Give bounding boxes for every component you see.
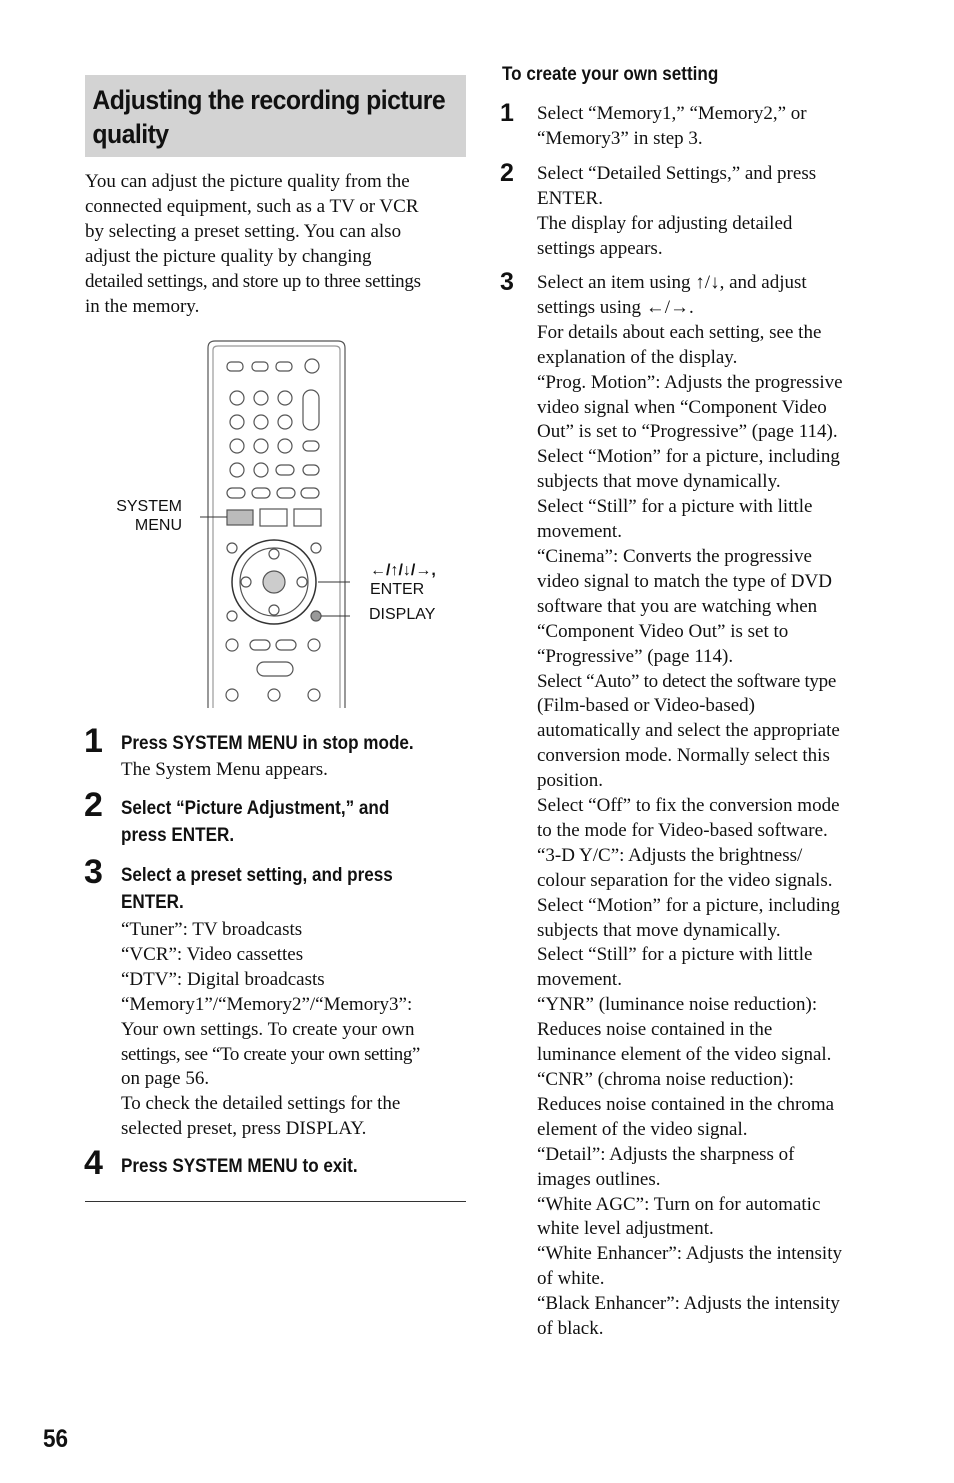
system-menu-callout [110, 497, 182, 535]
own-step-line: “CNR” (chroma noise reduction): [537, 1069, 794, 1090]
step-title-line: Press SYSTEM MENU to exit. [121, 1156, 358, 1177]
step-body-line: To check the detailed settings for the [121, 1093, 401, 1115]
section-end-rule [85, 1201, 466, 1202]
step-body-line: “DTV”: Digital broadcasts [121, 968, 325, 990]
step-title-line: Select a preset setting, and press [121, 865, 393, 886]
own-step-line: element of the video signal. [537, 1118, 748, 1140]
step-body [121, 758, 328, 783]
own-step-line: position. [537, 770, 603, 792]
own-step-line: “Component Video Out” is set to [537, 620, 789, 642]
intro-paragraph [85, 169, 470, 319]
step-body-line: The System Menu appears. [121, 759, 328, 780]
section-title [85, 75, 477, 151]
own-step-line: Out” is set to “Progressive” (page 114). [537, 421, 838, 443]
page-number: 56 [43, 1425, 69, 1453]
own-step-line: movement. [537, 521, 622, 543]
own-step-line: “White AGC”: Turn on for automatic [537, 1193, 821, 1215]
remote-control-icon [200, 338, 350, 710]
step-number: 2 [500, 159, 514, 187]
own-step-body [537, 102, 807, 152]
own-step-line: to the mode for Video-based software. [537, 819, 828, 841]
own-step-line: colour separation for the video signals. [537, 869, 833, 891]
step-number: 1 [84, 722, 103, 760]
own-step-body [537, 271, 843, 1342]
own-step-line: video signal to match the type of DVD [537, 570, 832, 592]
subsection-heading: To create your own setting [502, 64, 719, 85]
step-title [121, 730, 414, 757]
own-step-line: of black. [537, 1318, 604, 1340]
step-number: 4 [84, 1144, 103, 1182]
own-step-line: Reduces noise contained in the chroma [537, 1093, 835, 1115]
own-step-line: “YNR” (luminance noise reduction): [537, 994, 818, 1016]
own-step-line: Select “Auto” to detect the software type [537, 670, 836, 692]
own-step-body [537, 162, 816, 262]
display-callout [369, 605, 435, 624]
arrows-enter-callout [370, 561, 436, 599]
step-body-line: Your own settings. To create your own [121, 1018, 415, 1040]
own-step-line: movement. [537, 969, 622, 991]
own-step-line: explanation of the display. [537, 346, 738, 368]
step-title-line: Select “Picture Adjustment,” and [121, 798, 390, 819]
step-body-line: settings, see “To create your own setting” [121, 1043, 420, 1065]
step-body-line: “Memory1”/“Memory2”/“Memory3”: [121, 993, 413, 1015]
own-step-line: “3-D Y/C”: Adjusts the brightness/ [537, 844, 803, 866]
own-step-line: “Prog. Motion”: Adjusts the progressive [537, 371, 843, 393]
own-step-line: luminance element of the video signal. [537, 1044, 832, 1066]
intro-line: adjust the picture quality by changing [85, 246, 372, 267]
step-number: 3 [84, 853, 103, 891]
own-step-line: Reduces noise contained in the [537, 1019, 773, 1041]
step-title [121, 1153, 358, 1180]
own-step-line: subjects that move dynamically. [537, 919, 781, 941]
step-number: 2 [84, 786, 103, 824]
own-step-line: Select “Still” for a picture with little [537, 944, 813, 966]
callout-label: MENU [134, 517, 182, 534]
step-body-line: “Tuner”: TV broadcasts [121, 919, 303, 940]
intro-line: by selecting a preset setting. You can also [85, 221, 402, 242]
own-step-line: “Black Enhancer”: Adjusts the intensity [537, 1293, 840, 1315]
callout-label: SYSTEM [116, 498, 182, 515]
own-step-line: The display for adjusting detailed [537, 212, 793, 234]
own-step-line: Select “Motion” for a picture, including [537, 894, 840, 916]
own-step-line: conversion mode. Normally select this [537, 745, 830, 767]
own-step-line: images outlines. [537, 1168, 661, 1190]
own-step-line: Select “Motion” for a picture, including [537, 446, 840, 468]
step-body-line: on page 56. [121, 1068, 210, 1090]
own-step-line: “White Enhancer”: Adjusts the intensity [537, 1243, 842, 1265]
own-step-line: white level adjustment. [537, 1218, 714, 1240]
own-step-line: “Progressive” (page 114). [537, 645, 734, 667]
own-step-line: Select “Still” for a picture with little [537, 496, 813, 518]
step-body-line: selected preset, press DISPLAY. [121, 1118, 367, 1140]
own-step-line: “Cinema”: Converts the progressive [537, 545, 812, 567]
own-step-line: of white. [537, 1268, 605, 1290]
intro-line: connected equipment, such as a TV or VCR [85, 196, 419, 217]
own-step-line: settings using ←/→. [537, 296, 694, 318]
section-heading-box [85, 75, 466, 157]
own-step-line: “Detail”: Adjusts the sharpness of [537, 1143, 795, 1165]
step-title-line: ENTER. [121, 892, 184, 913]
own-step-line: settings appears. [537, 237, 663, 259]
own-step-line: Select an item using ↑/↓, and adjust [537, 272, 807, 293]
own-step-line: ENTER. [537, 187, 603, 209]
step-body [121, 918, 420, 1142]
step-number: 1 [500, 99, 514, 127]
callout-label: ENTER [370, 581, 425, 598]
intro-line: in the memory. [85, 296, 200, 317]
step-number: 3 [500, 268, 514, 296]
step-title [121, 862, 393, 916]
own-step-line: software that you are watching when [537, 595, 818, 617]
own-step-line: subjects that move dynamically. [537, 471, 781, 493]
own-step-line: automatically and select the appropriate [537, 720, 840, 742]
intro-line: detailed settings, and store up to three settings [85, 271, 421, 292]
own-step-line: “Memory3” in step 3. [537, 127, 703, 149]
own-step-line: video signal when “Component Video [537, 396, 827, 418]
remote-control-illustration [200, 338, 350, 715]
section-title-line-1: Adjusting the recording picture [92, 85, 446, 115]
own-step-line: For details about each setting, see the [537, 321, 822, 343]
callout-label: DISPLAY [369, 606, 436, 623]
own-step-line: Select “Off” to fix the conversion mode [537, 795, 840, 817]
step-title-line: Press SYSTEM MENU in stop mode. [121, 733, 414, 754]
callout-label: ←/↑/↓/→, [370, 562, 436, 579]
section-title-line-2: quality [92, 119, 169, 149]
intro-line: You can adjust the picture quality from the [85, 171, 410, 192]
step-title-line: press ENTER. [121, 825, 235, 846]
own-step-line: Select “Memory1,” “Memory2,” or [537, 103, 807, 124]
step-title [121, 795, 389, 849]
own-step-line: Select “Detailed Settings,” and press [537, 163, 817, 184]
step-body-line: “VCR”: Video cassettes [121, 943, 304, 965]
own-step-line: (Film-based or Video-based) [537, 695, 756, 717]
